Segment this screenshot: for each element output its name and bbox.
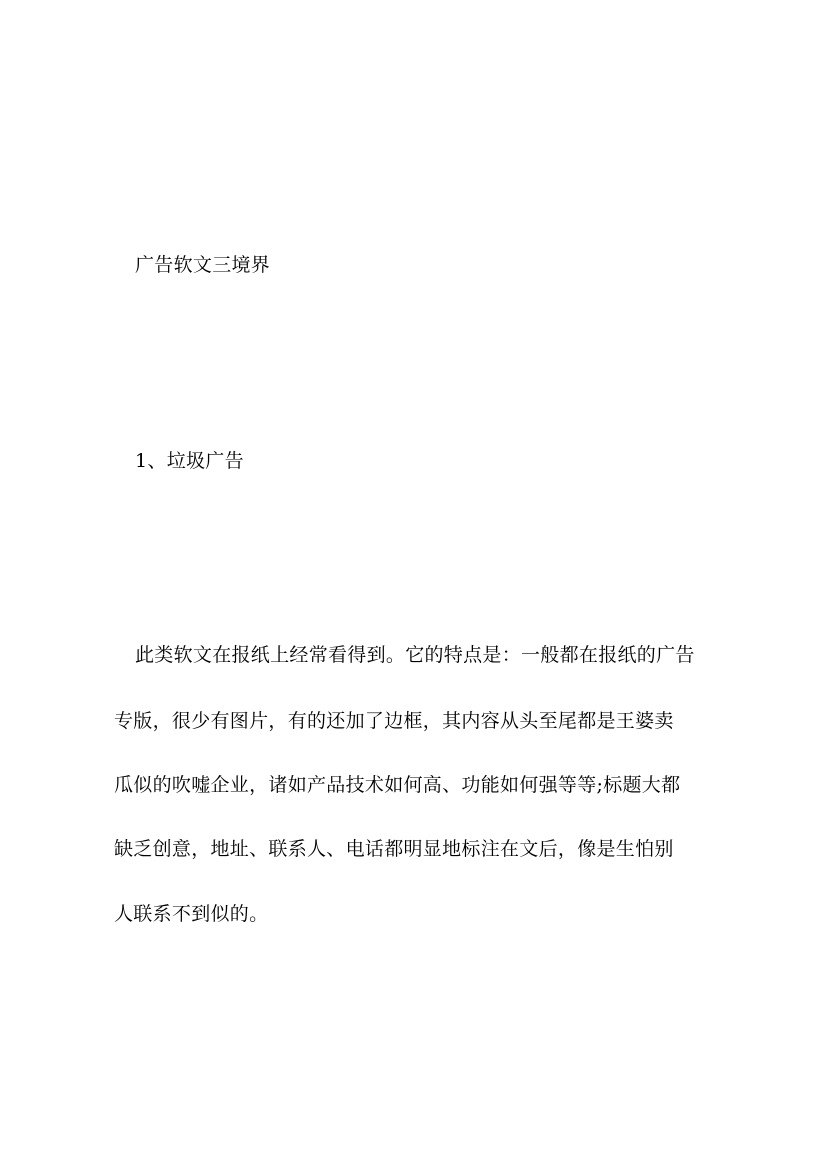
paragraph-line-4: 缺乏创意，地址、联系人、电话都明显地标注在文后，像是生怕别 xyxy=(114,838,674,860)
paragraph-line-5: 人联系不到似的。 xyxy=(114,903,269,925)
paragraph-line-3: 瓜似的吹嘘企业，诸如产品技术如何高、功能如何强等等;标题大都 xyxy=(114,774,681,796)
document-title: 广告软文三境界 xyxy=(135,254,271,276)
paragraph-line-2: 专版，很少有图片，有的还加了边框，其内容从头至尾都是王婆卖 xyxy=(114,710,674,732)
paragraph-line-1: 此类软文在报纸上经常看得到。它的特点是：一般都在报纸的广告 xyxy=(135,644,695,666)
section-heading: 1、垃圾广告 xyxy=(135,450,244,472)
